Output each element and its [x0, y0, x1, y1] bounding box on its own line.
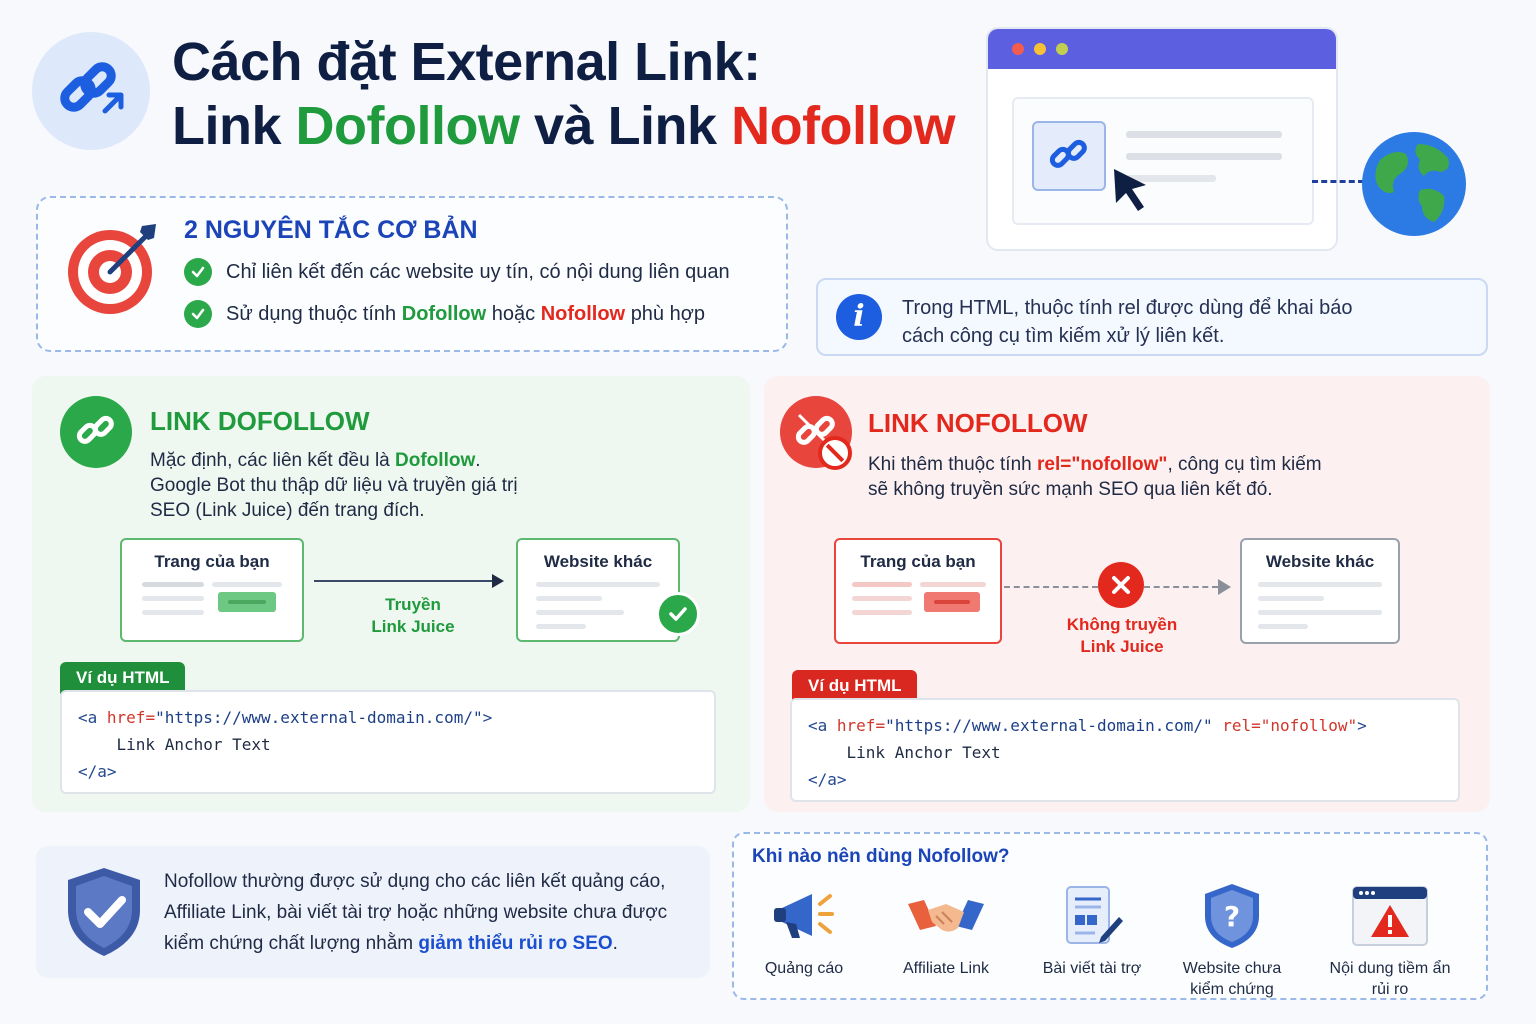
- note-line-3-prefix: kiểm chứng chất lượng nhằm: [164, 933, 414, 954]
- nofollow-flow-line-2: Link Juice: [1080, 637, 1164, 656]
- code-end-tag: </a>: [78, 762, 117, 781]
- note-line-2: Affiliate Link, bài viết tài trợ hoặc những website chưa được: [164, 902, 668, 923]
- browser-illustration: [986, 27, 1338, 251]
- principle-nofollow: Nofollow: [540, 302, 626, 325]
- title-nofollow: Nofollow: [731, 96, 956, 156]
- nofollow-code-block: [790, 698, 1460, 802]
- principle-suffix: phù hợp: [630, 302, 705, 325]
- principle-prefix: Sử dụng thuộc tính: [226, 302, 397, 325]
- shield-check-icon: [62, 864, 146, 965]
- blocked-x-icon: [1098, 562, 1144, 608]
- note-text: [164, 866, 704, 959]
- code-close-bracket: >: [482, 708, 493, 727]
- flow-dashed-line: [1004, 586, 1098, 588]
- code-end-tag: </a>: [808, 770, 847, 789]
- minimize-dot-icon: [1034, 43, 1046, 55]
- info-text: [902, 294, 1462, 350]
- principle-dofollow: Dofollow: [401, 302, 487, 325]
- dofollow-flow-label: [352, 594, 474, 638]
- info-icon: i: [836, 294, 882, 340]
- page-title: [172, 30, 955, 158]
- arrow-head-icon: [1218, 579, 1231, 595]
- nofollow-flow-line-1: Không truyền: [1066, 615, 1178, 634]
- title-dofollow: Dofollow: [295, 96, 520, 156]
- nofollow-desc-line-2: sẽ không truyền sức mạnh SEO qua liên kết đó.: [868, 479, 1273, 500]
- dofollow-desc-prefix: Mặc định, các liên kết đều là: [150, 450, 390, 471]
- code-attr-rel: rel=: [1222, 716, 1261, 735]
- dofollow-heading: LINK DOFOLLOW: [150, 406, 370, 436]
- info-box: [816, 278, 1488, 356]
- nofollow-desc-line-1: [868, 452, 1322, 477]
- when-item-affiliate: [876, 878, 1016, 979]
- when-heading: Khi nào nên dùng Nofollow?: [752, 846, 1010, 867]
- dofollow-desc-suffix: .: [475, 450, 481, 471]
- megaphone-icon: [734, 878, 874, 954]
- document-icon: [1022, 878, 1162, 954]
- globe-icon: [1360, 130, 1468, 243]
- note-line-3-suffix: .: [612, 933, 618, 954]
- link-button-shape: [218, 592, 276, 612]
- principle-text-1: Chỉ liên kết đến các website uy tín, có nội dung liên quan: [226, 260, 730, 283]
- when-item-label: Bài viết tài trợ: [1042, 960, 1142, 977]
- code-open-tag: <a: [808, 716, 828, 735]
- principle-text-2: [226, 303, 705, 326]
- chain-link-icon: [32, 32, 150, 150]
- dofollow-desc-line-2: Google Bot thu thập dữ liệu và truyền giá trị: [150, 475, 518, 496]
- dofollow-desc-bold: Dofollow: [395, 450, 476, 471]
- dofollow-desc-line-3: SEO (Link Juice) đến trang đích.: [150, 500, 425, 521]
- code-open-tag: <a: [78, 708, 98, 727]
- when-item-label: Affiliate Link: [903, 960, 989, 977]
- no-entry-icon: [818, 436, 852, 470]
- note-line-1: Nofollow thường được sử dụng cho các liên kết quảng cáo,: [164, 871, 666, 892]
- title-mid: và Link: [534, 96, 717, 156]
- dofollow-code-block: [60, 690, 716, 794]
- target-icon: [64, 220, 160, 321]
- question-shield-icon: [1162, 878, 1302, 954]
- link-green-icon: [60, 396, 132, 468]
- info-line-2: cách công cụ tìm kiếm xử lý liên kết.: [902, 325, 1225, 347]
- when-item-risky: [1320, 878, 1460, 1000]
- when-to-use-box: [732, 832, 1488, 1000]
- when-item-label: Website chưa kiểm chứng: [1182, 960, 1282, 998]
- flow-dashed-line: [1144, 586, 1218, 588]
- browser-page: [1012, 97, 1314, 225]
- dofollow-flow-line-2: Link Juice: [371, 617, 455, 636]
- title-prefix: Link: [172, 96, 282, 156]
- nofollow-panel: [764, 376, 1490, 812]
- close-dot-icon: [1012, 43, 1024, 55]
- target-page-card: [1240, 538, 1400, 644]
- arrow-head-icon: [492, 574, 504, 588]
- code-value-url: "https://www.external-domain.com/": [885, 716, 1213, 735]
- maximize-dot-icon: [1056, 43, 1068, 55]
- link-tile-icon: [1032, 121, 1106, 191]
- handshake-icon: [876, 878, 1016, 954]
- principle-item-2: [184, 300, 705, 328]
- source-card-title: Trang của bạn: [860, 552, 976, 571]
- nofollow-heading: LINK NOFOLLOW: [868, 408, 1088, 438]
- code-attr-href: href=: [106, 708, 156, 727]
- when-item-sponsored: [1022, 878, 1162, 979]
- note-line-3: [164, 928, 704, 959]
- nofollow-flow-label: [1054, 614, 1190, 658]
- flow-arrow: [314, 580, 496, 582]
- code-value-url: "https://www.external-domain.com/": [155, 708, 483, 727]
- principles-heading: 2 NGUYÊN TẮC CƠ BẢN: [184, 216, 478, 244]
- link-button-shape: [924, 592, 980, 612]
- nofollow-desc-suffix: , công cụ tìm kiếm: [1167, 454, 1322, 475]
- principles-box: [36, 196, 788, 352]
- source-page-card: [120, 538, 304, 642]
- dofollow-desc-line-1: [150, 448, 518, 473]
- nofollow-example-tag: Ví dụ HTML: [792, 670, 917, 702]
- dofollow-example-tag: Ví dụ HTML: [60, 662, 185, 694]
- code-attr-href: href=: [836, 716, 886, 735]
- svg-text:?: ?: [1223, 900, 1241, 933]
- source-page-card: [834, 538, 1002, 644]
- principle-mid: hoặc: [491, 302, 536, 325]
- title-line-2: [172, 94, 955, 158]
- code-anchor-text: Link Anchor Text: [116, 735, 271, 754]
- note-line-3-bold: giảm thiểu rủi ro SEO: [418, 933, 613, 954]
- nofollow-desc-prefix: Khi thêm thuộc tính: [868, 454, 1032, 475]
- target-card-title: Website khác: [1265, 552, 1375, 571]
- title-line-1: Cách đặt External Link:: [172, 32, 761, 92]
- nofollow-note-box: [36, 846, 710, 978]
- target-card-title: Website khác: [543, 552, 653, 571]
- code-anchor-text: Link Anchor Text: [846, 743, 1001, 762]
- when-item-unverified: [1162, 878, 1302, 1000]
- warning-window-icon: [1320, 878, 1460, 954]
- success-check-icon: [656, 592, 700, 636]
- browser-titlebar: [988, 29, 1336, 69]
- dofollow-panel: [32, 376, 750, 812]
- nofollow-description: [868, 452, 1322, 502]
- when-item-label: Nội dung tiềm ẩn rủi ro: [1329, 960, 1451, 998]
- code-value-nofollow: "nofollow": [1260, 716, 1358, 735]
- cursor-icon: [1110, 165, 1154, 215]
- principle-item-1: [184, 258, 730, 286]
- code-close-bracket: >: [1357, 716, 1367, 735]
- nofollow-desc-code: rel="nofollow": [1037, 454, 1168, 475]
- dofollow-flow-line-1: Truyền: [385, 595, 441, 614]
- dofollow-description: [150, 448, 518, 523]
- info-line-1: Trong HTML, thuộc tính rel được dùng để khai báo: [902, 297, 1353, 319]
- target-page-card: [516, 538, 680, 642]
- check-icon: [184, 300, 212, 328]
- source-card-title: Trang của bạn: [154, 552, 270, 571]
- connection-line: [1312, 180, 1364, 183]
- check-icon: [184, 258, 212, 286]
- when-item-ads: [734, 878, 874, 979]
- when-item-label: Quảng cáo: [764, 960, 844, 977]
